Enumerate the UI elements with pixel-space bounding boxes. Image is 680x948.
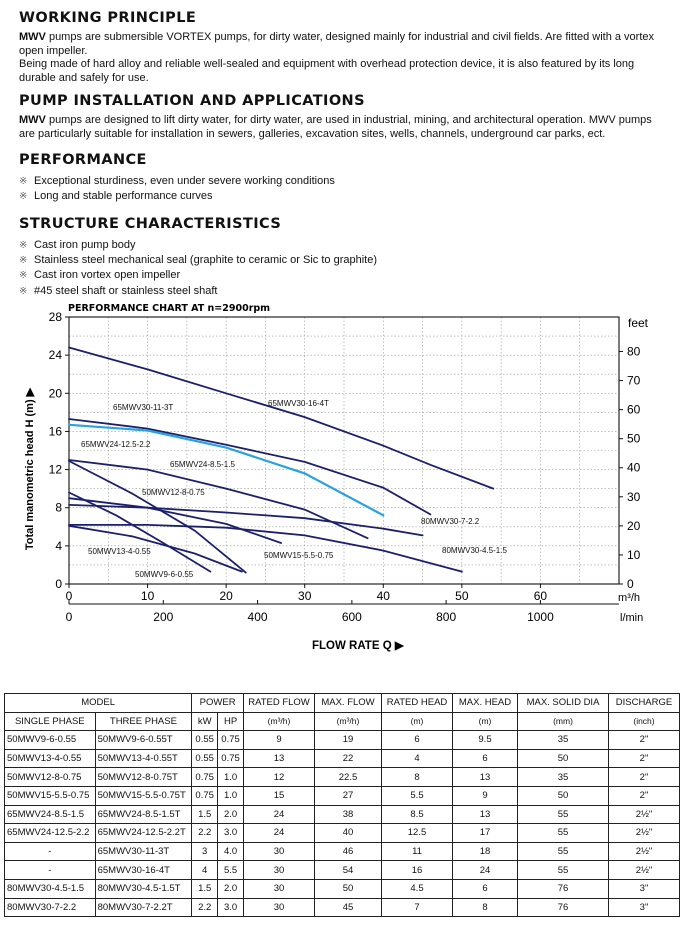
x-tick-label: 20 [219, 589, 233, 603]
y-tick-label: 28 [48, 310, 62, 324]
series-label: 65MWV24-8.5-1.5 [170, 460, 235, 469]
table-cell: 76 [518, 898, 609, 917]
feet-tick-label: 50 [627, 431, 641, 446]
structure-heading: STRUCTURE CHARACTERISTICS [19, 216, 282, 232]
curve-65mwv24-8.5-1.5 [69, 460, 368, 538]
table-cell: 55 [518, 805, 609, 824]
structure-list [19, 238, 377, 299]
subheader-cell: HP [218, 712, 244, 731]
table-row [5, 824, 680, 843]
table-cell: 2.2 [192, 824, 218, 843]
table-cell: 76 [518, 879, 609, 898]
table-cell: 3" [609, 898, 680, 917]
table-cell: 17 [453, 824, 518, 843]
series-label: 80MWV30-4.5-1.5 [442, 546, 507, 555]
table-cell: 16 [382, 861, 453, 880]
subheader-cell: (m³/h) [315, 712, 382, 731]
feet-tick-label: 80 [627, 344, 641, 359]
lmin-tick-label: 0 [65, 610, 73, 624]
y-tick-label: 8 [55, 500, 62, 515]
y-tick-label: 0 [55, 577, 62, 591]
table-cell: 12 [244, 768, 315, 787]
table-cell: 4.0 [218, 842, 244, 861]
table-cell: 2½" [609, 805, 680, 824]
table-cell: 30 [244, 898, 315, 917]
table-cell: 2" [609, 786, 680, 805]
table-cell: 50 [315, 879, 382, 898]
table-cell: 80MWV30-4.5-1.5 [5, 879, 96, 898]
table-cell: 15 [244, 786, 315, 805]
structure-item [19, 268, 377, 283]
y-tick-label: 4 [55, 538, 62, 553]
feet-tick-label: 0 [627, 577, 634, 591]
table-row [5, 786, 680, 805]
table-cell: 2.2 [192, 898, 218, 917]
table-cell: 80MWV30-7-2.2 [5, 898, 96, 917]
table-cell: 13 [244, 749, 315, 768]
header-rated-flow: RATED FLOW [244, 694, 315, 713]
lmin-tick-label: 1000 [527, 610, 554, 624]
table-cell: 0.75 [192, 786, 218, 805]
table-cell: 55 [518, 824, 609, 843]
table-cell: 7 [382, 898, 453, 917]
table-row [5, 842, 680, 861]
specification-table [4, 693, 680, 917]
y-tick-label: 20 [48, 386, 62, 401]
table-cell: 12.5 [382, 824, 453, 843]
table-cell: 2" [609, 749, 680, 768]
table-cell: 54 [315, 861, 382, 880]
table-cell: 38 [315, 805, 382, 824]
table-cell: 24 [453, 861, 518, 880]
table-cell: 24 [244, 805, 315, 824]
table-cell: 4 [382, 749, 453, 768]
table-cell: 1.0 [218, 786, 244, 805]
table-cell: 50MWV15-5.5-0.75 [5, 786, 96, 805]
table-cell: 0.75 [218, 731, 244, 750]
table-cell: 8 [453, 898, 518, 917]
table-cell: 50MWV9-6-0.55T [95, 731, 192, 750]
table-cell: 2" [609, 731, 680, 750]
installation-text [19, 114, 669, 141]
table-cell: 0.55 [192, 749, 218, 768]
y-tick-label: 16 [48, 424, 62, 439]
table-cell: 18 [453, 842, 518, 861]
table-body [5, 731, 680, 917]
table-cell: 4 [192, 861, 218, 880]
header-max-head: MAX. HEAD [453, 694, 518, 713]
table-row [5, 805, 680, 824]
curve-65mwv24-12.5-2.2 [69, 425, 383, 516]
y-axis-label: Total manometric head H (m) ▶ [24, 387, 36, 551]
m3h-unit-label: m³/h [618, 592, 640, 604]
feet-tick-label: 60 [627, 402, 641, 417]
lmin-tick-label: 600 [341, 610, 362, 624]
header-model: MODEL [5, 694, 192, 713]
table-cell: 9 [244, 731, 315, 750]
table-cell: 0.75 [192, 768, 218, 787]
working-text-1: pumps are submersible VORTEX pumps, for dirty water, designed mainly for industrial and civil fields. Are fitted with a vortex open impeller. [19, 31, 655, 57]
table-cell: 4.5 [382, 879, 453, 898]
curve-50mwv9-6-0.55 [69, 493, 210, 572]
subheader-cell: THREE PHASE [95, 712, 192, 731]
x-tick-label: 50 [455, 589, 469, 603]
series-label: 50MWV9-6-0.55 [135, 570, 194, 579]
table-row [5, 879, 680, 898]
header-power: POWER [192, 694, 244, 713]
y-tick-label: 24 [48, 348, 62, 363]
table-cell: 30 [244, 879, 315, 898]
series-label: 50MWV15-5.5-0.75 [264, 551, 334, 560]
table-cell: 65MWV30-16-4T [95, 861, 192, 880]
table-cell: 50MWV13-4-0.55 [5, 749, 96, 768]
table-cell: 40 [315, 824, 382, 843]
subheader-cell: kW [192, 712, 218, 731]
table-cell: 3.0 [218, 898, 244, 917]
table-cell: 1.0 [218, 768, 244, 787]
subheader-cell: (m³/h) [244, 712, 315, 731]
reference-mark-icon: ※ [19, 270, 28, 282]
x-tick-label: 10 [140, 589, 155, 603]
lmin-tick-label: 200 [153, 610, 174, 624]
table-row [5, 749, 680, 768]
performance-chart [0, 298, 680, 660]
y-tick-label: 12 [48, 462, 62, 477]
chart-series-labels [81, 399, 507, 579]
table-cell: 5.5 [382, 786, 453, 805]
reference-mark-icon: ※ [19, 255, 28, 267]
table-cell: 3" [609, 879, 680, 898]
table-cell: 3 [192, 842, 218, 861]
subheader-cell: (m) [382, 712, 453, 731]
performance-item-text: Exceptional sturdiness, even under severe working conditions [34, 175, 335, 187]
feet-tick-label: 30 [627, 489, 641, 504]
structure-item [19, 253, 377, 268]
chart-grid [69, 317, 619, 584]
feet-axis-label: feet [628, 316, 649, 330]
table-cell: 5.5 [218, 861, 244, 880]
series-label: 65MWV30-11-3T [113, 403, 174, 412]
table-cell: 2½" [609, 842, 680, 861]
table-cell: 65MWV24-12.5-2.2 [5, 824, 96, 843]
x-tick-label: 30 [298, 589, 312, 603]
header-max-flow: MAX. FLOW [315, 694, 382, 713]
subheader-cell: (mm) [518, 712, 609, 731]
table-cell: 80MWV30-7-2.2T [95, 898, 192, 917]
table-cell: 50MWV12-8-0.75 [5, 768, 96, 787]
table-row [5, 861, 680, 880]
table-cell: 6 [453, 749, 518, 768]
table-header-row [5, 694, 680, 713]
table-row [5, 768, 680, 787]
installation-heading: PUMP INSTALLATION AND APPLICATIONS [19, 93, 365, 109]
header-max-solid-dia: MAX. SOLID DIA [518, 694, 609, 713]
installation-lead: MWV [19, 114, 46, 126]
header-rated-head: RATED HEAD [382, 694, 453, 713]
table-subheader-row [5, 712, 680, 731]
reference-mark-icon: ※ [19, 191, 28, 203]
series-label: 50MWV12-8-0.75 [142, 488, 205, 497]
table-cell: 65MWV24-12.5-2.2T [95, 824, 192, 843]
lmin-tick-label: 400 [247, 610, 268, 624]
feet-tick-label: 70 [627, 373, 641, 388]
table-cell: 3.0 [218, 824, 244, 843]
structure-item-text: Cast iron pump body [34, 239, 136, 251]
table-cell: 55 [518, 842, 609, 861]
reference-mark-icon: ※ [19, 285, 28, 297]
installation-text-body: pumps are designed to lift dirty water, for dirty water, are used in industrial, mining, and architectural operation. MWV pumps are particularly suitable for installation in sewers, galleries, excavation sites, wells, channels, underground car parks, ect. [19, 114, 652, 140]
reference-mark-icon: ※ [19, 240, 28, 251]
table-cell: 11 [382, 842, 453, 861]
performance-list [19, 174, 335, 204]
table-cell: 50 [518, 749, 609, 768]
table-cell: 0.75 [218, 749, 244, 768]
table-row [5, 731, 680, 750]
table-cell: 50MWV9-6-0.55 [5, 731, 96, 750]
table-cell: 2.0 [218, 879, 244, 898]
curve-50mwv15-5.5-0.75 [69, 498, 281, 543]
subheader-cell: (inch) [609, 712, 680, 731]
x-tick-label: 40 [376, 589, 390, 603]
table-cell: 65MWV30-11-3T [95, 842, 192, 861]
table-cell: 1.5 [192, 805, 218, 824]
table-cell: - [5, 842, 96, 861]
structure-item [19, 238, 377, 253]
table-cell: 8.5 [382, 805, 453, 824]
feet-tick-label: 20 [627, 518, 641, 533]
table-cell: 35 [518, 768, 609, 787]
table-cell: 80MWV30-4.5-1.5T [95, 879, 192, 898]
feet-tick-label: 10 [627, 547, 641, 562]
x-tick-label: 60 [533, 589, 548, 603]
table-cell: 2.0 [218, 805, 244, 824]
feet-tick-label: 40 [627, 460, 641, 475]
performance-item [19, 189, 335, 204]
working-principle-text [19, 31, 669, 85]
x-tick-label: 0 [65, 589, 73, 603]
table-cell: 50 [518, 786, 609, 805]
table-cell: 22.5 [315, 768, 382, 787]
structure-item-text: #45 steel shaft or stainless steel shaft [34, 284, 218, 297]
table-cell: 0.55 [192, 731, 218, 750]
table-cell: 50MWV13-4-0.55T [95, 749, 192, 768]
table-cell: 35 [518, 731, 609, 750]
table-row [5, 898, 680, 917]
working-lead: MWV [19, 31, 46, 43]
table-cell: 6 [382, 731, 453, 750]
table-cell: 13 [453, 805, 518, 824]
x-axis-label: FLOW RATE Q ▶ [312, 640, 404, 652]
series-label: 50MWV13-4-0.55 [88, 547, 151, 556]
structure-item-text: Cast iron vortex open impeller [34, 269, 181, 282]
table-cell: 46 [315, 842, 382, 861]
table-cell: 65MWV24-8.5-1.5 [5, 805, 96, 824]
table-cell: 55 [518, 861, 609, 880]
table-cell: 30 [244, 861, 315, 880]
structure-item [19, 284, 377, 299]
table-cell: 27 [315, 786, 382, 805]
table-cell: 9 [453, 786, 518, 805]
chart-title: PERFORMANCE CHART AT n=2900rpm [68, 303, 271, 314]
chart-curves [69, 348, 493, 573]
table-cell: 2" [609, 768, 680, 787]
table-cell: 19 [315, 731, 382, 750]
table-cell: 65MWV24-8.5-1.5T [95, 805, 192, 824]
series-label: 65MWV30-16-4T [268, 399, 329, 408]
table-cell: - [5, 861, 96, 880]
series-label: 80MWV30-7-2.2 [421, 517, 480, 526]
table-cell: 22 [315, 749, 382, 768]
lmin-unit-label: l/min [620, 612, 644, 624]
working-principle-heading: WORKING PRINCIPLE [19, 10, 197, 26]
table-cell: 24 [244, 824, 315, 843]
table-cell: 6 [453, 879, 518, 898]
table-cell: 2½" [609, 861, 680, 880]
subheader-cell: SINGLE PHASE [5, 712, 96, 731]
table-cell: 8 [382, 768, 453, 787]
table-cell: 45 [315, 898, 382, 917]
performance-item-text: Long and stable performance curves [34, 190, 213, 203]
table-cell: 1.5 [192, 879, 218, 898]
structure-item-text: Stainless steel mechanical seal (graphite to ceramic or Sic to graphite) [34, 254, 377, 267]
reference-mark-icon: ※ [19, 176, 28, 187]
subheader-cell: (m) [453, 712, 518, 731]
table-cell: 30 [244, 842, 315, 861]
lmin-tick-label: 800 [436, 610, 457, 624]
header-discharge: DISCHARGE [609, 694, 680, 713]
working-text-2: Being made of hard alloy and reliable well-sealed and equipment with overhead protection device, it is also featured by its long durable and safely for use. [19, 58, 635, 84]
table-cell: 50MWV12-8-0.75T [95, 768, 192, 787]
series-label: 65MWV24-12.5-2.2 [81, 440, 151, 449]
table-cell: 50MWV15-5.5-0.75T [95, 786, 192, 805]
table-cell: 9.5 [453, 731, 518, 750]
performance-item [19, 174, 335, 189]
table-cell: 2½" [609, 824, 680, 843]
performance-heading: PERFORMANCE [19, 152, 147, 168]
table-cell: 13 [453, 768, 518, 787]
